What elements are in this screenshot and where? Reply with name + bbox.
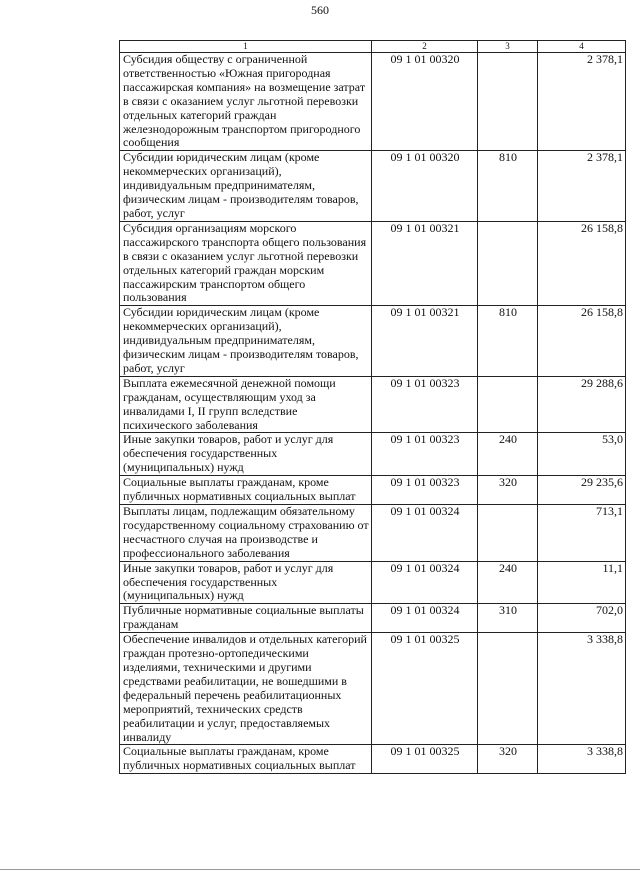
row-name-cell: Иные закупки товаров, работ и услуг для обеспечения государственных (муниципальных) нужд: [120, 561, 372, 604]
table-row: [120, 745, 626, 774]
table-row: [120, 376, 626, 433]
row-name-cell: Публичные нормативные социальные выплаты гражданам: [120, 604, 372, 633]
row-code-cell: 09 1 01 00325: [372, 633, 478, 745]
row-name-cell: Субсидии юридическим лицам (кроме некоммерческих организаций), индивидуальным предпринимателям, физическим лицам - производителям товаров, работ, услуг: [120, 151, 372, 222]
row-name-cell: Выплаты лицам, подлежащим обязательному государственному социальному страхованию от несчастного случая на производстве и профессионального заболевания: [120, 505, 372, 562]
row-type-cell: 240: [478, 433, 538, 476]
row-type-cell: 320: [478, 476, 538, 505]
row-type-cell: 320: [478, 745, 538, 774]
row-sum-cell: 29 288,6: [538, 376, 626, 433]
row-name-cell: Иные закупки товаров, работ и услуг для обеспечения государственных (муниципальных) нужд: [120, 433, 372, 476]
row-type-cell: 810: [478, 306, 538, 377]
row-sum-cell: 702,0: [538, 604, 626, 633]
table-row: [120, 604, 626, 633]
row-sum-cell: 53,0: [538, 433, 626, 476]
table-row: [120, 433, 626, 476]
row-code-cell: 09 1 01 00325: [372, 745, 478, 774]
row-type-cell: [478, 505, 538, 562]
column-header-4: 4: [538, 41, 626, 53]
table-row: [120, 53, 626, 151]
row-sum-cell: 2 378,1: [538, 151, 626, 222]
column-header-1: 1: [120, 41, 372, 53]
row-name-cell: Обеспечение инвалидов и отдельных категорий граждан протезно-ортопедическими изделиями, техническими и другими средствами реабилитации, не вошедшими в федеральный перечень реабилитационных мероприятий, технических средств реабилитации и услуг, предоставляемых инвалиду: [120, 633, 372, 745]
row-sum-cell: 26 158,8: [538, 221, 626, 305]
budget-table: [119, 40, 626, 774]
table-row: [120, 505, 626, 562]
row-type-cell: 310: [478, 604, 538, 633]
table-row: [120, 561, 626, 604]
row-code-cell: 09 1 01 00320: [372, 53, 478, 151]
row-type-cell: 240: [478, 561, 538, 604]
page-number: 560: [311, 3, 329, 17]
row-code-cell: 09 1 01 00324: [372, 604, 478, 633]
row-type-cell: 810: [478, 151, 538, 222]
row-sum-cell: 3 338,8: [538, 745, 626, 774]
row-code-cell: 09 1 01 00324: [372, 505, 478, 562]
row-type-cell: [478, 376, 538, 433]
table-row: [120, 151, 626, 222]
row-code-cell: 09 1 01 00323: [372, 376, 478, 433]
row-name-cell: Субсидия организациям морского пассажирского транспорта общего пользования в связи с оказанием услуг льготной перевозки отдельных категорий граждан морским пассажирским транспортом общего пользования: [120, 221, 372, 305]
row-code-cell: 09 1 01 00323: [372, 476, 478, 505]
row-name-cell: Субсидии юридическим лицам (кроме некоммерческих организаций), индивидуальным предпринимателям, физическим лицам - производителям товаров, работ, услуг: [120, 306, 372, 377]
table-row: [120, 306, 626, 377]
row-type-cell: [478, 633, 538, 745]
row-name-cell: Социальные выплаты гражданам, кроме публичных нормативных социальных выплат: [120, 476, 372, 505]
table-row: [120, 633, 626, 745]
row-sum-cell: 26 158,8: [538, 306, 626, 377]
row-sum-cell: 29 235,6: [538, 476, 626, 505]
row-code-cell: 09 1 01 00320: [372, 151, 478, 222]
row-code-cell: 09 1 01 00321: [372, 221, 478, 305]
column-header-2: 2: [372, 41, 478, 53]
row-code-cell: 09 1 01 00324: [372, 561, 478, 604]
column-header-3: 3: [478, 41, 538, 53]
row-name-cell: Социальные выплаты гражданам, кроме публичных нормативных социальных выплат: [120, 745, 372, 774]
row-name-cell: Выплата ежемесячной денежной помощи гражданам, осуществляющим уход за инвалидами I, II групп вследствие психического заболевания: [120, 376, 372, 433]
row-name-cell: Субсидия обществу с ограниченной ответственностью «Южная пригородная пассажирская компания» на возмещение затрат в связи с оказанием услуг льготной перевозки отдельных категорий граждан железнодорожным транспортом пригородного сообщения: [120, 53, 372, 151]
scan-bottom-edge: [0, 869, 640, 870]
table-row: [120, 476, 626, 505]
row-code-cell: 09 1 01 00323: [372, 433, 478, 476]
row-sum-cell: 2 378,1: [538, 53, 626, 151]
row-sum-cell: 11,1: [538, 561, 626, 604]
table-header-row: [120, 41, 626, 53]
table-row: [120, 221, 626, 305]
row-type-cell: [478, 221, 538, 305]
row-type-cell: [478, 53, 538, 151]
row-code-cell: 09 1 01 00321: [372, 306, 478, 377]
row-sum-cell: 713,1: [538, 505, 626, 562]
row-sum-cell: 3 338,8: [538, 633, 626, 745]
